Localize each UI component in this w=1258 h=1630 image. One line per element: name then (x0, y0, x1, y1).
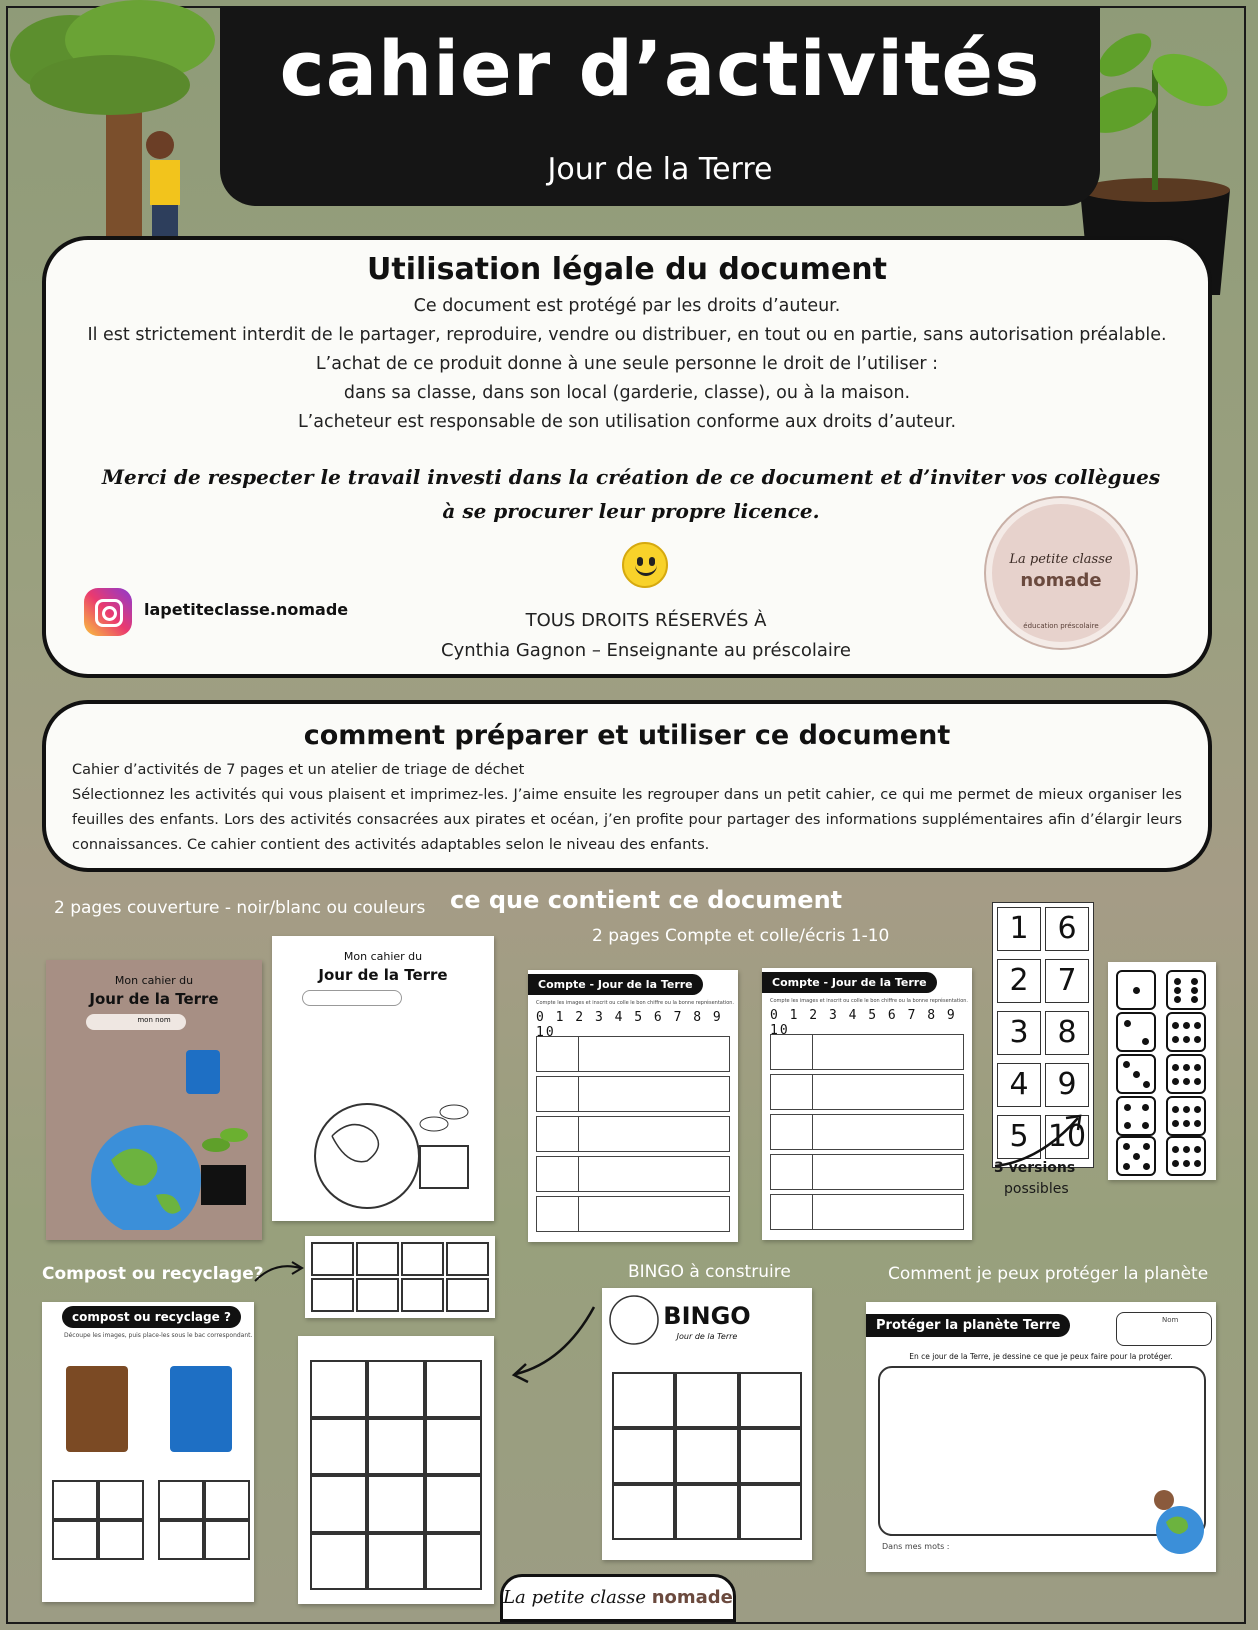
bingo-sheet-thumbnail (602, 1288, 812, 1560)
arrow-icon (504, 1302, 604, 1392)
logo-line: éducation préscolaire (1023, 622, 1099, 630)
dice-icon (1116, 1136, 1156, 1176)
dice-icon (1116, 1054, 1156, 1094)
page-title: cahier d’activités (279, 24, 1041, 113)
dice-icon (1166, 1136, 1206, 1176)
bingo-subtitle: Jour de la Terre (676, 1332, 738, 1341)
logo-line: La petite classe (1009, 552, 1113, 567)
cutout-images-thumbnail (298, 1336, 494, 1604)
count-row (770, 1074, 964, 1110)
howto-line: Cahier d’activités de 7 pages et un atelier de triage de déchet (72, 762, 525, 778)
logo-line: nomade (1020, 570, 1102, 591)
footer-brand (500, 1574, 736, 1622)
legal-text (46, 292, 1208, 437)
smiley-icon (622, 542, 668, 588)
compost-sheet-title: compost ou recyclage ? (62, 1306, 241, 1328)
number-card: 6 (1045, 907, 1089, 951)
dice-icon (1166, 1054, 1206, 1094)
count-sheet-thumbnail-1 (528, 970, 738, 1242)
earth-hug-illustration (1146, 1482, 1206, 1562)
dice-icon (1166, 1012, 1206, 1052)
plant-outline-icon (412, 1086, 482, 1196)
protect-label: Comment je peux protéger la planète (888, 1264, 1209, 1284)
number-card: 5 (997, 1115, 1041, 1159)
count-label: 2 pages Compte et colle/écris 1-10 (592, 926, 890, 946)
count-sheet-instructions: Compte les images et inscrit ou colle le bon chiffre ou la bonne représentation. (536, 1000, 735, 1006)
compost-sheet-instructions: Découpe les images, puis place-les sous le bac correspondant. (64, 1332, 253, 1339)
legal-line: Il est strictement interdit de le partager, reproduire, vendre ou distribuer, en tout ou en partie, sans autorisation préalable. (87, 325, 1167, 345)
howto-card (42, 700, 1212, 872)
cover-title: Mon cahier du (343, 950, 423, 963)
legal-line: L’achat de ce produit donne à une seule personne le droit de l’utiliser : (315, 354, 939, 374)
compost-sheet-thumbnail (42, 1302, 254, 1602)
number-card: 4 (997, 1063, 1041, 1107)
count-row (536, 1116, 730, 1152)
number-card: 7 (1045, 959, 1089, 1003)
rights-line: TOUS DROITS RÉSERVÉS À (525, 610, 767, 631)
dice-icon (1116, 970, 1156, 1010)
sorting-images-strip (305, 1236, 495, 1318)
number-line: 0 1 2 3 4 5 6 7 8 9 10 (770, 1008, 957, 1038)
versions-label: 3 versions (994, 1160, 1076, 1176)
cover-color-thumbnail (46, 960, 262, 1240)
howto-title: comment préparer et utiliser ce document (303, 720, 951, 751)
contents-section-title: ce que contient ce document (450, 886, 843, 914)
thanks-line: à se procurer leur propre licence. (442, 499, 820, 523)
dice-icon (1166, 1096, 1206, 1136)
versions-label: possibles (1004, 1181, 1069, 1197)
cover-name: mon nom (137, 1016, 171, 1024)
footer-brand-name: nomade (651, 1587, 733, 1608)
count-row (770, 1034, 964, 1070)
legal-title: Utilisation légale du document (367, 252, 887, 287)
dice-icon (1116, 1096, 1156, 1136)
rights-notice (386, 606, 906, 666)
count-sheet-title: Compte - Jour de la Terre (762, 972, 937, 993)
arrow-icon (250, 1256, 310, 1286)
recycling-bin-icon (170, 1366, 232, 1452)
number-line: 0 1 2 3 4 5 6 7 8 9 10 (536, 1010, 723, 1040)
count-sheet-instructions: Compte les images et inscrit ou colle le bon chiffre ou la bonne représentation. (770, 998, 969, 1004)
count-row (536, 1036, 730, 1072)
number-card: 3 (997, 1011, 1041, 1055)
count-row (770, 1154, 964, 1190)
count-sheet-thumbnail-2 (762, 968, 972, 1240)
covers-label: 2 pages couverture - noir/blanc ou couleurs (54, 898, 426, 918)
howto-paragraph: Sélectionnez les activités qui vous plaisent et imprimez-les. J’aime ensuite les regrouper dans un petit cahier, ce qui me permet de mieux organiser les feuilles des enfants. Lors des activités consacrées aux pirates et océan, j’en profite pour partager des informations supplémentaires afin d’élargir leurs connaissances. Ce cahier contient des activités adaptables selon le niveau des enfants. (72, 787, 1182, 853)
author-line: Cynthia Gagnon – Enseignante au préscolaire (441, 640, 851, 661)
number-card: 1 (997, 907, 1041, 951)
protect-sheet-instructions: En ce jour de la Terre, je dessine ce que je peux faire pour la protéger. (909, 1352, 1173, 1361)
legal-line: dans sa classe, dans son local (garderie, classe), ou à la maison. (343, 383, 911, 403)
protect-sheet-thumbnail (866, 1302, 1216, 1572)
cover-title: Mon cahier du (114, 974, 194, 987)
count-row (770, 1194, 964, 1230)
protect-sheet-footer: Dans mes mots : (882, 1542, 950, 1551)
count-sheet-title: Compte - Jour de la Terre (528, 974, 703, 995)
protect-sheet-name: Nom (1162, 1316, 1179, 1324)
count-row (770, 1114, 964, 1150)
thanks-line: Merci de respecter le travail investi dans la création de ce document et d’inviter vos collègues (101, 465, 1161, 489)
legal-card (42, 236, 1212, 678)
bingo-title: BINGO (663, 1302, 751, 1330)
compost-label: Compost ou recyclage? (42, 1264, 264, 1284)
brand-logo (986, 498, 1136, 648)
number-card: 2 (997, 959, 1041, 1003)
bingo-label: BINGO à construire (628, 1262, 791, 1282)
page-subtitle: Jour de la Terre (547, 152, 773, 187)
dice-cards (1108, 962, 1216, 1180)
number-card: 10 (1045, 1115, 1089, 1159)
instagram-icon[interactable] (84, 588, 132, 636)
count-row (536, 1156, 730, 1192)
cover-bw-thumbnail (272, 936, 494, 1221)
cover-title: Jour de la Terre (89, 990, 219, 1008)
footer-brand-text: La petite classe (503, 1587, 646, 1608)
count-row (536, 1076, 730, 1112)
plant-icon (196, 1110, 256, 1210)
legal-line: L’acheteur est responsable de son utilisation conforme aux droits d’auteur. (297, 412, 957, 432)
number-card: 9 (1045, 1063, 1089, 1107)
protect-sheet-title: Protéger la planète Terre (866, 1314, 1070, 1337)
dice-icon (1166, 970, 1206, 1010)
instagram-handle[interactable]: lapetiteclasse.nomade (144, 600, 349, 619)
cover-title: Jour de la Terre (318, 966, 448, 984)
count-row (536, 1196, 730, 1232)
howto-text (72, 758, 1182, 858)
compost-bin-icon (66, 1366, 128, 1452)
number-card: 8 (1045, 1011, 1089, 1055)
legal-line: Ce document est protégé par les droits d’auteur. (413, 296, 841, 316)
dice-icon (1116, 1012, 1156, 1052)
